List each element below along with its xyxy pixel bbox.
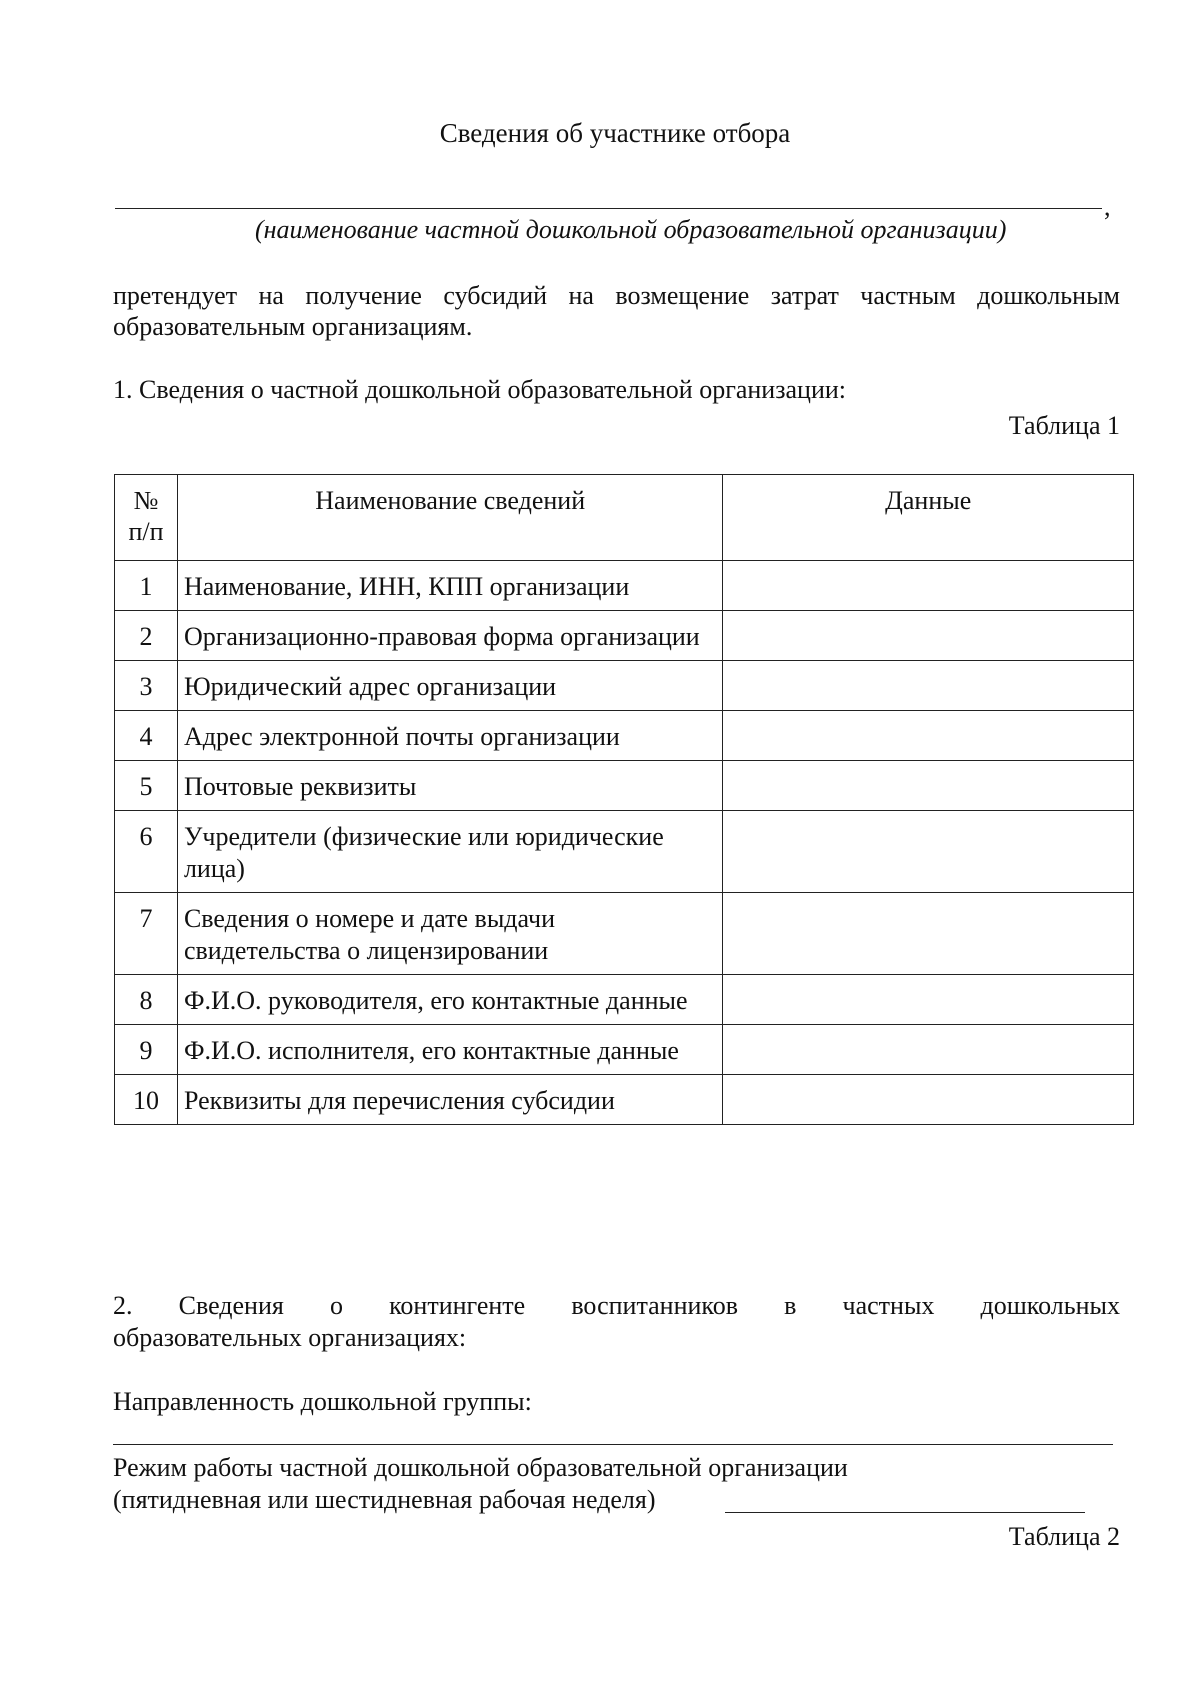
row-name: Ф.И.О. исполнителя, его контактные данные bbox=[177, 1025, 722, 1075]
row-number: 3 bbox=[115, 661, 178, 711]
table-row bbox=[115, 611, 1134, 661]
row-number: 6 bbox=[115, 811, 178, 893]
row-data-cell[interactable] bbox=[723, 661, 1134, 711]
row-name: Юридический адрес организации bbox=[177, 661, 722, 711]
organization-name-caption: (наименование частной дошкольной образовательной организации) bbox=[255, 215, 1007, 244]
work-mode-blank-line[interactable] bbox=[725, 1512, 1085, 1513]
table-row bbox=[115, 561, 1134, 611]
row-data-cell[interactable] bbox=[723, 893, 1134, 975]
row-data-cell[interactable] bbox=[723, 711, 1134, 761]
row-data-cell[interactable] bbox=[723, 1075, 1134, 1125]
work-mode-line2: (пятидневная или шестидневная рабочая неделя) bbox=[113, 1485, 656, 1514]
document-title: Сведения об участнике отбора bbox=[439, 118, 791, 148]
row-name: Ф.И.О. руководителя, его контактные данные bbox=[177, 975, 722, 1025]
section-2-heading-line1: 2. Сведения о контингенте воспитанников в частных дошкольных bbox=[113, 1291, 1120, 1320]
row-name: Адрес электронной почты организации bbox=[177, 711, 722, 761]
table-row bbox=[115, 1075, 1134, 1125]
table-1-label: Таблица 1 bbox=[1008, 411, 1120, 440]
row-number: 7 bbox=[115, 893, 178, 975]
row-name: Учредители (физические или юридические лица) bbox=[177, 811, 722, 893]
row-data-cell[interactable] bbox=[723, 811, 1134, 893]
table-row bbox=[115, 761, 1134, 811]
organization-info-table bbox=[114, 474, 1134, 1125]
row-name: Почтовые реквизиты bbox=[177, 761, 722, 811]
table-row bbox=[115, 975, 1134, 1025]
row-data-cell[interactable] bbox=[723, 561, 1134, 611]
row-number: 10 bbox=[115, 1075, 178, 1125]
intro-paragraph: претендует на получение субсидий на возмещение затрат частным дошкольным образовательным организациям. bbox=[113, 281, 1120, 341]
row-number: 9 bbox=[115, 1025, 178, 1075]
table-row bbox=[115, 1025, 1134, 1075]
row-data-cell[interactable] bbox=[723, 761, 1134, 811]
header-number-line1: № п/п bbox=[128, 486, 164, 546]
row-number: 5 bbox=[115, 761, 178, 811]
section-2-heading-line2: образовательных организациях: bbox=[113, 1323, 467, 1352]
table-row bbox=[115, 811, 1134, 893]
table-row bbox=[115, 893, 1134, 975]
row-number: 8 bbox=[115, 975, 178, 1025]
row-data-cell[interactable] bbox=[723, 1025, 1134, 1075]
row-name: Сведения о номере и дате выдачи свидетельства о лицензировании bbox=[177, 893, 722, 975]
table-row bbox=[115, 711, 1134, 761]
work-mode-line1: Режим работы частной дошкольной образовательной организации bbox=[113, 1453, 848, 1482]
header-name: Наименование сведений bbox=[177, 475, 722, 561]
section-2-heading bbox=[113, 1290, 1120, 1354]
row-number: 2 bbox=[115, 611, 178, 661]
row-data-cell[interactable] bbox=[723, 611, 1134, 661]
header-number bbox=[115, 475, 178, 561]
header-data: Данные bbox=[723, 475, 1134, 561]
table-row bbox=[115, 661, 1134, 711]
table-header-row bbox=[115, 475, 1134, 561]
row-data-cell[interactable] bbox=[723, 975, 1134, 1025]
row-number: 4 bbox=[115, 711, 178, 761]
section-1-heading: 1. Сведения о частной дошкольной образовательной организации: bbox=[113, 375, 847, 404]
table-2-label: Таблица 2 bbox=[1008, 1522, 1120, 1551]
organization-name-blank-line bbox=[115, 208, 1102, 209]
group-direction-label: Направленность дошкольной группы: bbox=[113, 1387, 532, 1416]
row-name: Организационно-правовая форма организации bbox=[177, 611, 722, 661]
organization-line-comma: , bbox=[1104, 192, 1111, 221]
row-name: Реквизиты для перечисления субсидии bbox=[177, 1075, 722, 1125]
row-name: Наименование, ИНН, КПП организации bbox=[177, 561, 722, 611]
row-number: 1 bbox=[115, 561, 178, 611]
group-direction-blank-line[interactable] bbox=[113, 1444, 1113, 1445]
work-mode-text bbox=[113, 1452, 848, 1516]
